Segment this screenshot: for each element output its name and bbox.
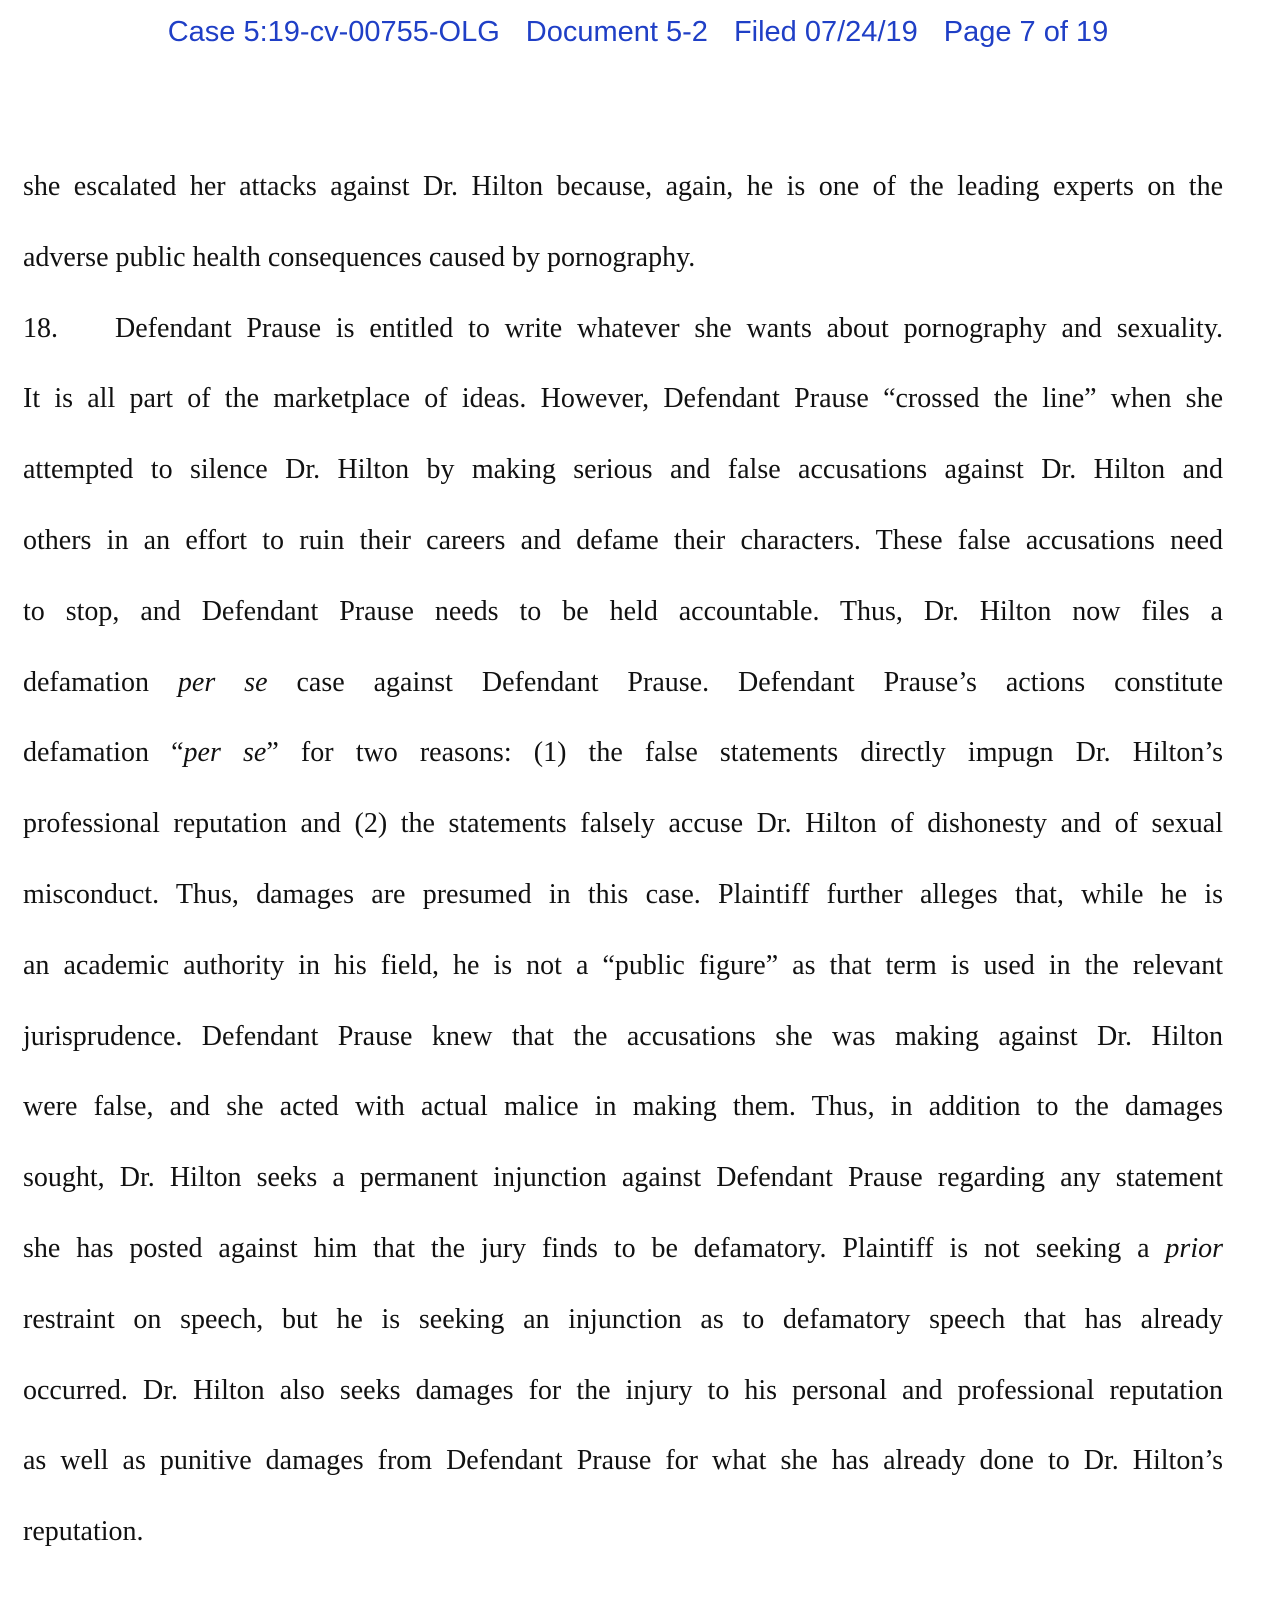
text-span: defamation “ [23, 737, 184, 769]
text-line: It is all part of the marketplace of ideas. However, Defendant Prause “crossed the line” when she [23, 383, 1223, 415]
case-number: Case 5:19-cv-00755-OLG [167, 16, 500, 48]
text-span: she has posted against him that the jury finds to be defamatory. Plaintiff is not seeking a [23, 1232, 1166, 1264]
text-line: as well as punitive damages from Defendant Prause for what she has already done to Dr. Hilton’s [23, 1445, 1223, 1477]
text-span: case against Defendant Prause. Defendant Prause’s actions constitute [267, 666, 1223, 698]
text-line: occurred. Dr. Hilton also seeks damages for the injury to his personal and professional reputation [23, 1374, 1223, 1406]
text-line [23, 729, 1223, 800]
text-line: she escalated her attacks against Dr. Hilton because, again, he is one of the leading experts on the [23, 171, 1223, 202]
text-line: professional reputation and (2) the statements falsely accuse Dr. Hilton of dishonesty and of sexual [23, 808, 1223, 840]
filed-date: Filed 07/24/19 [733, 16, 918, 48]
text-line: an academic authority in his field, he is not a “public figure” as that term is used in the relevant [23, 949, 1223, 981]
italic-term: per se [177, 666, 268, 698]
text-span: Defendant Prause is entitled to write whatever she wants about pornography and sexuality. [115, 312, 1223, 344]
text-line [23, 659, 1223, 730]
text-line: misconduct. Thus, damages are presumed in this case. Plaintiff further alleges that, while he is [23, 878, 1223, 910]
case-header [0, 16, 1276, 49]
document-body [23, 163, 1223, 1579]
text-line: jurisprudence. Defendant Prause knew that the accusations she was making against Dr. Hilton [23, 1020, 1223, 1052]
text-line: were false, and she acted with actual malice in making them. Thus, in addition to the damages [23, 1091, 1223, 1123]
text-line [23, 1225, 1223, 1296]
italic-term: per se [183, 737, 267, 769]
text-line: attempted to silence Dr. Hilton by making serious and false accusations against Dr. Hilton and [23, 454, 1223, 486]
document-number: Document 5-2 [525, 16, 708, 48]
text-line: reputation. [23, 1516, 144, 1548]
page-number: Page 7 of 19 [943, 16, 1109, 48]
text-line: sought, Dr. Hilton seeks a permanent injunction against Defendant Prause regarding any statement [23, 1162, 1223, 1194]
italic-term: prior [1165, 1232, 1223, 1264]
paragraph-number: 18. [23, 312, 58, 344]
text-line: restraint on speech, but he is seeking an injunction as to defamatory speech that has already [23, 1303, 1223, 1335]
text-line: adverse public health consequences caused by pornography. [23, 241, 696, 273]
text-line: others in an effort to ruin their careers and defame their characters. These false accusations need [23, 524, 1223, 556]
text-span: defamation [23, 666, 178, 698]
text-span: ” for two reasons: (1) the false statements directly impugn Dr. Hilton’s [266, 737, 1223, 769]
paragraph-18-first-line [23, 305, 1223, 376]
text-line: to stop, and Defendant Prause needs to be held accountable. Thus, Dr. Hilton now files a [23, 595, 1223, 627]
